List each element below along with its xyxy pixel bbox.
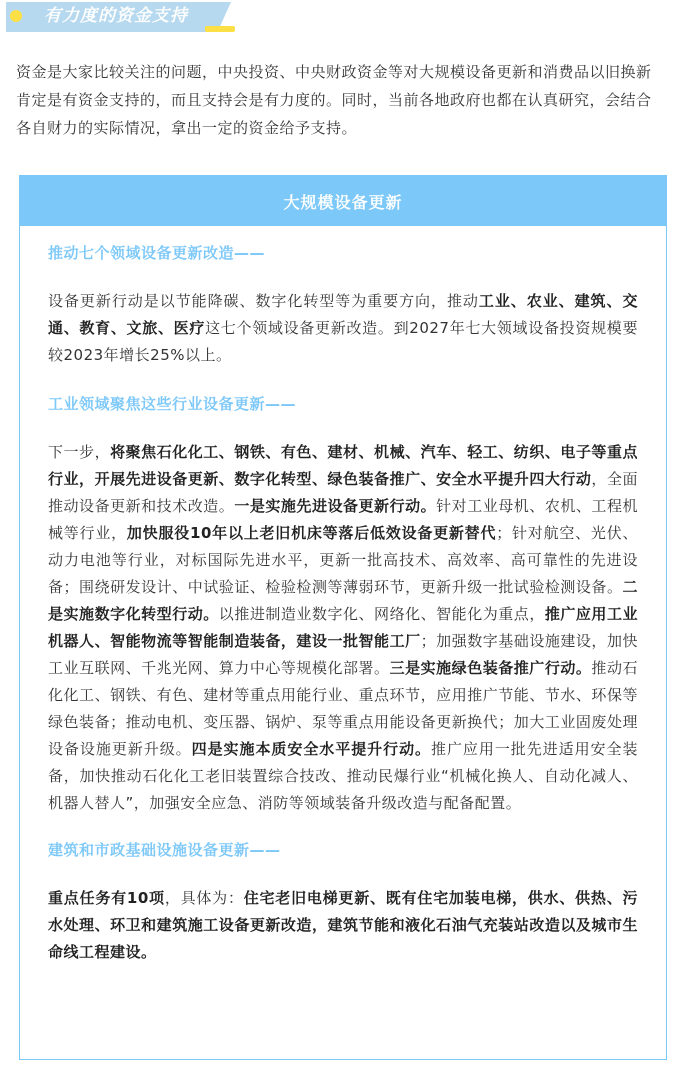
section-paragraph-industrial [48, 439, 638, 817]
body-text: 推动石化化工、钢铁、有色、建材等重点用能行业、重点环节，应用推广节能、节水、环保等绿色装备；推动电机、变压器、锅炉、泵等重点用能设备更新换代；加大工业固废处理设备设施更新升级。 [48, 659, 638, 758]
body-text: ；加强数字基础设施建设，加快工业互联网、千兆光网、算力中心等规模化部署。 [48, 632, 638, 677]
section-paragraph-seven-fields [48, 288, 638, 369]
emphasis-text: 加快服役10年以上老旧机床等落后低效设备更新替代 [126, 524, 497, 542]
emphasis-text: 住宅老旧电梯更新、既有住宅加装电梯，供水、供热、污水处理、环卫和建筑施工设备更新改造，建筑节能和液化石油气充装站改造以及城市生命线工程建设。 [48, 889, 638, 961]
emphasis-text: 工业、农业、建筑、交通、教育、文旅、医疗 [48, 292, 638, 337]
panel-title: 大规模设备更新 [20, 176, 666, 226]
emphasis-text: 三是实施绿色装备推广行动。 [389, 659, 592, 677]
body-text: 推广应用一批先进适用安全装备，加快推动石化化工老旧装置综合技改、推动民爆行业“机械化换人、自动化减人、机器人替人”，加强安全应急、消防等领域装备升级改造与配备配置。 [48, 740, 638, 812]
body-text: ；针对航空、光伏、动力电池等行业，对标国际先进水平，更新一批高技术、高效率、高可靠性的先进设备；围绕研发设计、中试验证、检验检测等薄弱环节，更新升级一批试验检测设备。 [48, 524, 638, 596]
panel-body [20, 226, 666, 966]
emphasis-text: 二是实施数字化转型行动。 [48, 578, 638, 623]
body-text: 以推进制造业数字化、网络化、智能化为重点， [218, 605, 545, 623]
intro-paragraph: 资金是大家比较关注的问题，中央投资、中央财政资金等对大规模设备更新和消费品以旧换新肯定是有资金支持的，而且支持会是有力度的。同时，当前各地政府也都在认真研究，会结合各自财力的实际情况，拿出一定的资金给予支持。 [16, 63, 652, 137]
body-text: 这七个领域设备更新改造。到2027年七大领域设备投资规模要较2023年增长25%以上。 [48, 319, 638, 364]
emphasis-text: 将聚焦石化化工、钢铁、有色、建材、机械、汽车、轻工、纺织、电子等重点行业，开展先进设备更新、数字化转型、绿色装备推广、安全水平提升四大行动 [48, 443, 638, 488]
body-text: 设备更新行动是以节能降碳、数字化转型等为重要方向，推动 [48, 292, 479, 310]
banner-title: 有力度的资金支持 [44, 6, 188, 26]
body-text: 下一步， [48, 443, 111, 461]
body-text: ，具体为： [164, 889, 244, 907]
emphasis-text: 一是实施先进设备更新行动。 [234, 497, 437, 515]
equipment-renewal-panel [19, 175, 667, 1060]
emphasis-text: 重点任务有10项 [48, 889, 165, 907]
body-text: 针对工业母机、农机、工程机械等行业， [48, 497, 638, 542]
emphasis-text: 推广应用工业机器人、智能物流等智能制造装备，建设一批智能工厂 [48, 605, 638, 650]
section-paragraph-construction [48, 885, 638, 966]
section-title-industrial: 工业领域聚焦这些行业设备更新—— [48, 395, 297, 413]
emphasis-text: 四是实施本质安全水平提升行动。 [191, 740, 431, 758]
section-title-seven-fields: 推动七个领域设备更新改造—— [48, 244, 266, 262]
section-title-construction: 建筑和市政基础设施设备更新—— [48, 841, 281, 859]
body-text: ，全面推动设备更新和技术改造。 [48, 470, 638, 515]
section-banner [0, 0, 240, 48]
banner-dot-icon [10, 10, 22, 22]
banner-accent-bar [205, 26, 235, 32]
